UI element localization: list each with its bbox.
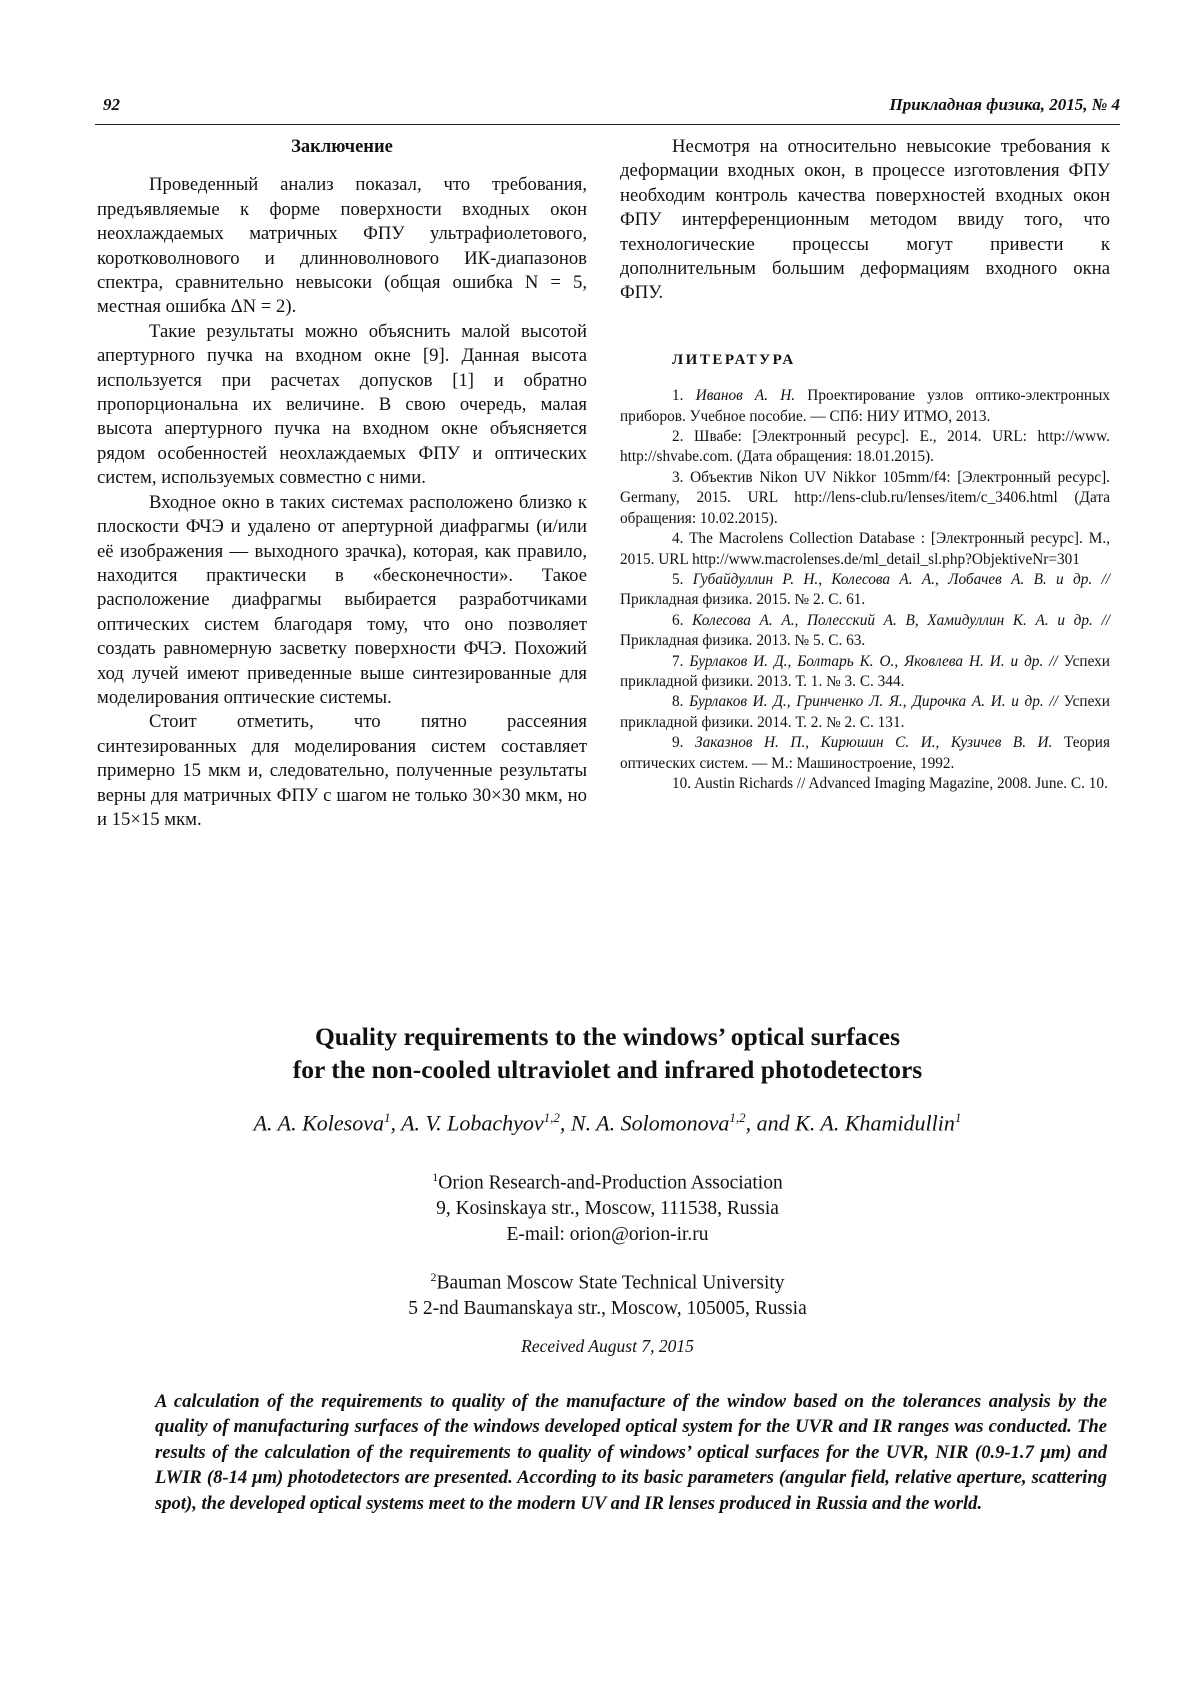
author-affiliation-mark: 1,2 — [543, 1110, 560, 1125]
conclusion-paragraph: Входное окно в таких системах расположено близко к плоскости ФЧЭ и удалено от апертурной диафрагмы (и/или её изображения — выходного зрачка), которая, как правило, находится практически в «бесконечности». Такое расположение диафрагмы выбирается разработчиками оптических систем благодаря тому, что оно позволяет создать равномерную засветку поверхности ФЧЭ. Похожий ход лучей имеют приведенные выше синтезированные для моделирования оптические системы. — [97, 491, 587, 708]
reference-item: 8. Бурлаков И. Д., Гринченко Л. Я., Дирочка А. И. и др. // Успехи прикладной физики. 2014. Т. 2. № 2. С. 131. — [620, 693, 1110, 731]
reference-item: 7. Бурлаков И. Д., Болтарь К. О., Яковлева Н. И. и др. // Успехи прикладной физики. 2013. Т. 1. № 3. С. 344. — [620, 652, 1110, 690]
affiliation-address: 9, Kosinskaya str., Moscow, 111538, Russia — [436, 1198, 779, 1219]
affiliation-address: 5 2-nd Baumanskaya str., Moscow, 105005, Russia — [408, 1298, 807, 1319]
author-name: N. A. Solomonova — [570, 1110, 730, 1136]
author-affiliation-mark: 1 — [383, 1110, 391, 1125]
reference-item: 9. Заказнов Н. П., Кирюшин С. И., Кузичев В. И. Теория оптических систем. — М.: Машиностроение, 1992. — [620, 734, 1111, 772]
author-affiliation-mark: 1 — [954, 1110, 962, 1125]
author-affiliation-mark: 1,2 — [729, 1110, 746, 1125]
title-line: Quality requirements to the windows’ optical surfaces — [314, 1022, 901, 1051]
author-list: A. A. Kolesova$^1$, A. V. Lobachyov$^{1,2}$, N. A. Solomonova$^{1,2}$, and K. A. Khamidullin$^1$ — [253, 1110, 962, 1136]
running-header — [95, 95, 1120, 123]
author-name: A. A. Kolesova — [253, 1110, 384, 1136]
affiliation-email: E-mail: orion@orion-ir.ru — [506, 1223, 709, 1245]
affiliation-name: Bauman Moscow State Technical University — [436, 1272, 785, 1294]
literature-title: ЛИТЕРАТУРА — [672, 351, 796, 368]
english-article-title — [95, 1020, 1120, 1086]
affiliation-mark: 1 — [432, 1170, 439, 1184]
reference-item: 5. Губайдуллин Р. Н., Колесова А. А., Лобачев А. В. и др. // Прикладная физика. 2015. № 2. С. 61. — [620, 570, 1111, 609]
affiliation-mark: 2 — [430, 1270, 437, 1284]
affiliation-name: Orion Research-and-Production Association — [438, 1172, 783, 1194]
received-date: Received August 7, 2015 — [521, 1336, 694, 1356]
conclusion-paragraph: Несмотря на относительно невысокие требования к деформации входных окон, в процессе изготовления ФПУ необходим контроль качества поверхностей входных окон ФПУ интерференционным методом ввиду того, что технологические процессы могут привести к дополнительным большим деформациям входного окна ФПУ. — [620, 136, 1110, 304]
affiliation-2 — [95, 1265, 1120, 1322]
right-column — [620, 135, 1110, 794]
journal-title: Прикладная физика, 2015, № 4 — [889, 95, 1120, 114]
page-number: 92 — [103, 95, 120, 114]
reference-item: 6. Колесова А. А., Полесский А. В, Хамидуллин К. А. и др. // Прикладная физика. 2013. № 5. С. 63. — [620, 611, 1110, 650]
reference-item: 2. Швабе: [Электронный ресурс]. Е., 2014. URL: http://www. http://shvabe.com. (Дата обращения: 18.01.2015). — [620, 428, 1110, 466]
english-abstract: A calculation of the requirements to quality of the manufacture of the window based on the tolerances analysis by the quality of manufacturing surfaces of the windows developed optical system for the UVR and IR ranges was conducted. The results of the calculation of the requirements to quality of windows’ optical surfaces for the UVR, NIR (0.9-1.7 μm) and LWIR (8-14 μm) photodetectors are presented. According to its basic parameters (angular field, relative aperture, scattering spot), the developed optical systems meet to the modern UV and IR lenses produced in Russia and the world. — [155, 1391, 1107, 1514]
reference-item: 10. Austin Richards // Advanced Imaging Magazine, 2008. June. С. 10. — [672, 774, 1108, 792]
header-rule — [95, 124, 1120, 125]
conclusion-paragraph: Стоит отметить, что пятно рассеяния синтезированных для моделирования систем составляет примерно 15 мкм и, следовательно, полученные результаты верны для матричных ФПУ с шагом не только 30×30 мкм, но и 15×15 мкм. — [97, 711, 587, 830]
conclusion-paragraph: Проведенный анализ показал, что требования, предъявляемые к форме поверхности входных окон неохлаждаемых матричных ФПУ ультрафиолетового, коротковолнового и длинноволнового ИК-диапазонов спектра, сравнительно невысоки (общая ошибка N = 5, местная ошибка ΔN = 2). — [97, 174, 587, 318]
reference-list — [620, 386, 1110, 794]
reference-item: 1. Иванов А. Н. Проектирование узлов оптико-электронных приборов. Учебное пособие. — СПб: НИУ ИТМО, 2013. — [620, 387, 1111, 425]
affiliation-1 — [95, 1165, 1120, 1247]
reference-item: 3. Объектив Nikon UV Nikkor 105mm/f4: [Электронный ресурс]. Germany, 2015. URL http://lens-club.ru/lenses/item/c_3406.html (Дата обращения: 10.02.2015). — [620, 468, 1110, 527]
section-title-conclusion: Заключение — [291, 137, 393, 157]
author-name: A. V. Lobachyov — [401, 1110, 544, 1136]
author-name: K. A. Khamidullin — [795, 1110, 955, 1136]
conclusion-paragraph: Такие результаты можно объяснить малой высотой апертурного пучка на входном окне [9]. Данная высота используется при расчетах допусков [1] и обратно пропорциональна их величине. В свою очередь, малая высота апертурного пучка на входном окне объясняется рядом особенностей неохлаждаемых ФПУ и оптических систем, используемых совместно с ними. — [97, 320, 587, 489]
left-column — [97, 135, 587, 832]
title-line: for the non-cooled ultraviolet and infrared photodetectors — [292, 1055, 923, 1084]
reference-item: 4. The Macrolens Collection Database : [Электронный ресурс]. М., 2015. URL http://www.macrolenses.de/ml_detail_sl.php?ObjektiveNr=301 — [620, 530, 1110, 568]
